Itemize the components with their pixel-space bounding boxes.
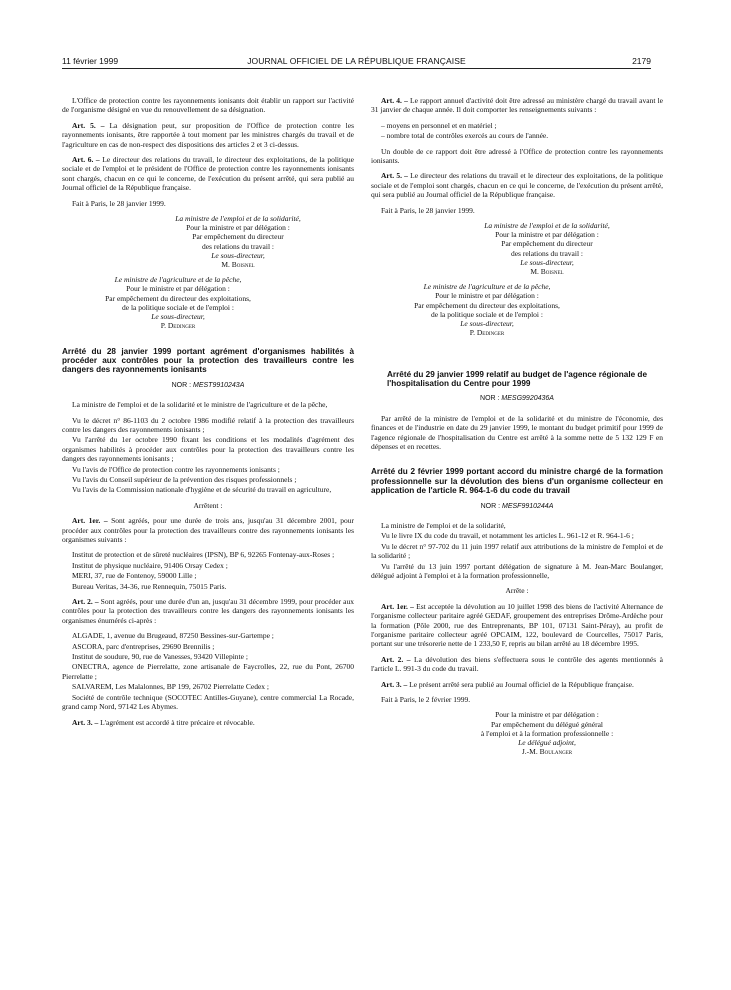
article-text: Est acceptée la dévolution au 10 juillet 1998 des biens de l'activité Alternance de l'organisme collecteur paritaire agréé GEDAF, groupement des entreprises Drôme-Ardèche pour la formation (Pôle 2000, rue des Entreprenants, BP 101, 07131 Saint-Péray), au profit de l'organisme paritaire collecteur agréé OPCAIM, 122, boulevard de Courcelles, 75017 Paris, portant sur une trésorerie nette de 1 233,50 F, repris au bilan arrêté au 18 décembre 1995. [371, 601, 664, 649]
decree-title: Arrêté du 2 février 1999 portant accord du ministre chargé de la formation professionnelle sur la dévolution des biens d'un organisme collecteur en application de l'article R. 964-1-6 du code du travail [371, 467, 663, 496]
sig-line: Pour la ministre et par délégation : [495, 230, 599, 240]
paragraph: La ministre de l'emploi et de la solidarité et le ministre de l'agriculture et de la pêche, [72, 400, 328, 410]
sig-name: J.-M. Boulanger [521, 747, 573, 757]
sig-line: Le sous-directeur, [151, 312, 205, 322]
sig-name: M. Boisnel [530, 267, 564, 277]
article-text: Le présent arrêté sera publié au Journal officiel de la République française. [407, 679, 634, 689]
sig-name: P. Dedinger [160, 321, 196, 331]
fait-a-paris: Fait à Paris, le 2 février 1999. [381, 695, 471, 705]
nor-label: NOR : [480, 502, 502, 510]
article-label: Art. 5. – [72, 120, 105, 130]
paragraph: Par arrêté de la ministre de l'emploi et de la solidarité et du ministre de l'économie, des finances et de l'industrie en date du 29 janvier 1999, le montant du budget primitif pour 1999 de l'agence régionale de l'hospitalisation du Centre est arrêté à la somme nette de 5 132 129 F en dépenses et en recettes. [371, 413, 663, 451]
sig-line: des relations du travail : [510, 248, 584, 258]
sig-line: Le sous-directeur, [460, 319, 514, 329]
header-date: 11 février 1999 [62, 56, 119, 66]
article-1 [62, 516, 354, 544]
nor-reference [371, 502, 663, 511]
paragraph: L'Office de protection contre les rayonnements ionisants doit établir un rapport sur l'activité de l'organisme désigné en vue du renouvellement de sa désignation. [62, 96, 354, 115]
list-item: ASCORA, parc d'entreprises, 29690 Brennilis ; [72, 641, 215, 651]
article-label: Art. 5. – [381, 171, 408, 181]
header-rule [62, 68, 651, 69]
signature-block [62, 275, 354, 330]
sig-line: Par empêchement du directeur des exploitations, [105, 293, 251, 303]
sig-line: Pour la ministre et par délégation : [495, 710, 599, 720]
fait-a-paris: Fait à Paris, le 28 janvier 1999. [381, 205, 475, 215]
list-item: – nombre total de contrôles exercés au cours de l'année. [381, 131, 549, 141]
article-label: Art. 3. – [381, 679, 408, 689]
article-label: Art. 1er. – [381, 601, 414, 611]
page-number: 2179 [632, 56, 651, 66]
sig-line: La ministre de l'emploi et de la solidarité, [484, 221, 610, 231]
visa: Vu l'arrêté du 13 juin 1997 portant délégation de signature à M. Jean-Marc Boulanger, délégué adjoint à l'emploi et à la formation professionnelle, [371, 561, 663, 580]
article-label: Art. 2. – [381, 654, 411, 664]
sig-line: de la politique sociale et de l'emploi : [431, 309, 543, 319]
nor-value: MESF9910244A [502, 502, 554, 510]
article-1 [371, 602, 663, 649]
sig-line: Pour la ministre et par délégation : [186, 223, 290, 233]
visa: Vu le décret n° 86-1103 du 2 octobre 1986 modifié relatif à la protection des travailleurs contre les dangers des rayonnements ionisants ; [62, 415, 354, 434]
signature-block [371, 282, 663, 337]
sig-line: des relations du travail : [201, 241, 275, 251]
article-text: Sont agréés, pour une durée de trois ans, jusqu'au 31 décembre 2001, pour procéder aux contrôles pour la protection des travailleurs contre des rayonnements ionisants les organismes suivants : [62, 516, 354, 544]
sig-line: Le sous-directeur, [520, 257, 574, 267]
sig-line: Le ministre de l'agriculture et de la pêche, [423, 282, 551, 292]
nor-label: NOR : [480, 395, 502, 403]
arrete: Arrête : [505, 586, 529, 596]
sig-line: Par empêchement du délégué général [490, 719, 604, 729]
decree-title: Arrêté du 28 janvier 1999 portant agrément d'organismes habilités à procéder aux contrôles pour la protection des travailleurs contre les dangers des rayonnements ionisants [62, 346, 354, 375]
paragraph: Un double de ce rapport doit être adressé à l'Office de protection contre les rayonnements ionisants. [371, 146, 663, 166]
nor-label: NOR : [171, 381, 193, 389]
article-5 [62, 121, 354, 149]
signature-block [371, 221, 663, 276]
sig-line: Le sous-directeur, [211, 250, 265, 260]
visa: Vu l'avis du Conseil supérieur de la prévention des risques professionnels ; [72, 474, 297, 484]
article-text: L'agrément est accordé à titre précaire et révocable. [98, 717, 255, 727]
signature-block [371, 710, 663, 756]
fait-a-paris: Fait à Paris, le 28 janvier 1999. [72, 198, 166, 208]
header-title: JOURNAL OFFICIEL DE LA RÉPUBLIQUE FRANÇAISE [247, 56, 466, 66]
article-2 [371, 655, 663, 674]
list-item: Bureau Veritas, 34-36, rue Rennequin, 75015 Paris. [72, 581, 227, 591]
sig-line: Par empêchement du directeur [501, 239, 593, 249]
list-item: MERI, 37, rue de Fontenoy, 59000 Lille ; [72, 571, 197, 581]
article-label: Art. 6. – [72, 155, 100, 165]
sig-line: Le délégué adjoint, [518, 738, 576, 748]
article-label: Art. 3. – [72, 717, 99, 727]
sig-line: Pour le ministre et par délégation : [435, 291, 539, 301]
sig-line: La ministre de l'emploi et de la solidarité, [175, 214, 301, 224]
list-item: Institut de physique nucléaire, 91406 Orsay Cedex ; [72, 560, 228, 570]
article-text: La désignation peut, sur proposition de l'Office de protection contre les rayonnements ionisants, être rapportée à tout moment par les ministres chargés du travail et de l'agriculture en cas de non-respect des dispositions des articles 2 et 3 ci-dessus. [62, 120, 354, 149]
visa: Vu le décret n° 97-702 du 11 juin 1997 relatif aux attributions de la ministre de l'emploi et de la solidarité ; [371, 541, 663, 561]
visa: Vu le livre IX du code du travail, et notamment les articles L. 961-12 et R. 964-1-6 ; [381, 531, 634, 541]
decree-title: Arrêté du 29 janvier 1999 relatif au budget de l'agence régionale de l'hospitalisation du Centre pour 1999 [387, 369, 647, 388]
visa: Vu l'arrêté du 1er octobre 1990 fixant les conditions et les modalités d'agrément des organismes habilités à procéder aux contrôles pour la protection des travailleurs contre les dangers des rayonnements ionisants ; [62, 435, 354, 464]
article-5 [371, 171, 663, 199]
left-column [62, 96, 354, 733]
sig-line: Par empêchement du directeur [192, 232, 284, 242]
nor-value: MEST9910243A [193, 381, 245, 389]
article-text: La dévolution des biens s'effectuera sous le contrôle des agents mentionnés à l'article L. 991-3 du code du travail. [371, 654, 664, 674]
sig-line: Par empêchement du directeur des exploitations, [414, 300, 560, 310]
article-2 [62, 597, 354, 625]
article-3 [371, 680, 663, 689]
sig-line: de la politique sociale et de l'emploi : [122, 302, 234, 312]
nor-value: MESG9920436A [501, 395, 554, 403]
list-item: Institut de protection et de sûreté nucléaires (IPSN), BP 6, 92265 Fontenay-aux-Roses ; [72, 550, 335, 560]
sig-name: M. Boisnel [221, 260, 255, 270]
list-item: ONECTRA, agence de Pierrelatte, zone artisanale de Faycrolles, 22, rue du Pont, 26700 Pierrelatte ; [62, 662, 354, 681]
article-label: Art. 2. – [72, 597, 99, 607]
visa: Vu l'avis de la Commission nationale d'hygiène et de sécurité du travail en agriculture, [72, 485, 332, 495]
paragraph: La ministre de l'emploi et de la solidarité, [381, 520, 506, 530]
list-item: SALVAREM, Les Malalonnes, BP 199, 26702 Pierrelatte Cedex ; [72, 682, 269, 692]
list-item: ALGADE, 1, avenue du Brugeaud, 87250 Bessines-sur-Gartempe ; [72, 631, 274, 641]
article-text: Sont agréés, pour une durée d'un an, jusqu'au 31 décembre 1999, pour procéder aux contrôles pour la protection des travailleurs contre les dangers des rayonnements ionisants les organismes énumérés ci-après : [62, 597, 354, 625]
article-3 [62, 718, 354, 727]
sig-name: P. Dedinger [469, 328, 505, 338]
nor-reference [371, 394, 663, 403]
article-4 [371, 96, 663, 115]
arretent: Arrêtent : [193, 500, 223, 510]
article-label: Art. 4. – [381, 96, 408, 105]
article-6 [62, 155, 354, 193]
list-item: Société de contrôle technique (SOCOTEC Antilles-Guyane), centre commercial La Rocade, grand camp Nord, 97142 Les Abymes. [62, 692, 354, 712]
sig-line: à l'emploi et à la formation professionnelle : [480, 728, 614, 738]
visa: Vu l'avis de l'Office de protection contre les rayonnements ionisants ; [72, 464, 280, 474]
article-label: Art. 1er. – [72, 516, 108, 526]
nor-reference [62, 381, 354, 390]
signature-block [62, 214, 354, 269]
sig-line: Pour le ministre et par délégation : [126, 284, 230, 294]
list-item: – moyens en personnel et en matériel ; [381, 120, 497, 130]
list-item: Institut de soudure, 90, rue de Vanesses, 93420 Villepinte ; [72, 652, 248, 662]
sig-line: Le ministre de l'agriculture et de la pêche, [114, 275, 242, 285]
article-text: Le directeur des relations du travail et le directeur des exploitations, de la politique sociale et de l'emploi sont chargés, chacun en ce qui le concerne, de l'exécution du présent arrêté, qui sera publié au Journal officiel de la République française. [371, 171, 663, 200]
right-column [371, 96, 663, 762]
article-text: Le rapport annuel d'activité doit être adressé au ministère chargé du travail avant le 31 janvier de chaque année. Il doit comporter les renseignements suivants : [371, 96, 663, 115]
article-text: Le directeur des relations du travail, le directeur des exploitations, de la politique sociale et de l'emploi et le président de l'Office de protection contre les rayonnements ionisants sont chargés, chacun en ce qui le concerne, de l'exécution du présent arrêté, qui sera publié au Journal officiel de la République française. [62, 155, 355, 193]
